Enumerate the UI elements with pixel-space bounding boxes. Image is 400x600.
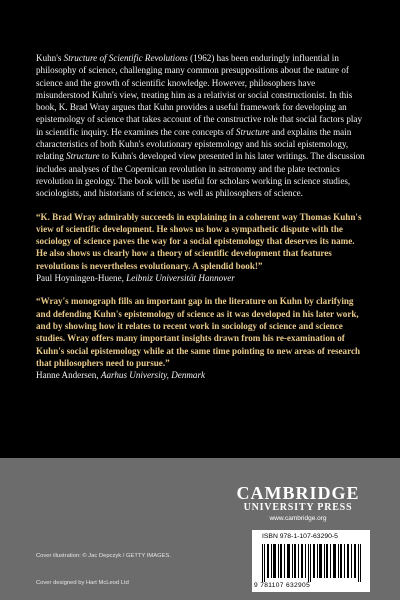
endorsement-attribution	[36, 272, 366, 284]
endorsement-quote: “K. Brad Wray admirably succeeds in explaining in a coherent way Thomas Kuhn's view of scientific development. He shows us how a sympathetic dispute with the sociology of science paves the way for a social epistemology that deserves its name. He also shows us clearly how a theory of scientific development that features revolutions is nevertheless evolutionary. A splendid book!”	[36, 211, 362, 271]
barcode-icon	[262, 544, 362, 582]
isbn-label: ISBN 978-1-107-63290-5	[262, 533, 338, 540]
isbn-barcode-box	[252, 530, 370, 592]
publisher-logo	[228, 484, 368, 524]
description-text: (1962) has been enduringly influential in philosophy of science, challenging many common presuppositions about the nature of science and the growth of scientific knowledge. However, philosophers have misunderstood Kuhn's view, treating him as a relativist or social constructionist. In this book, K. Brad Wray argues that Kuhn provides a useful framework for developing an epistemology of science that takes account of the constructive role that social factors play in scientific inquiry. He examines the core concepts of	[36, 53, 362, 137]
back-cover-text	[36, 52, 366, 381]
publisher-url: www.cambridge.org	[269, 515, 327, 522]
endorsement-quote: “Wray's monograph fills an important gap in the literature on Kuhn by clarifying and defending Kuhn's epistemology of science as it was developed in his later work, and by showing how it relates to recent work in sociology of science and science studies. Wray offers many important insights drawn from his re-examination of Kuhn's social epistemology while at the same time pointing to new areas of research that philosophers need to pursue.”	[36, 296, 361, 368]
endorser-name: Paul Hoyningen-Huene,	[36, 273, 127, 284]
book-description	[36, 52, 366, 200]
endorsement-1	[36, 211, 366, 285]
publisher-subtitle: UNIVERSITY PRESS	[243, 502, 353, 513]
endorser-affiliation: Leibniz Universität Hannover	[126, 273, 235, 284]
description-book-title: Structure of Scientific Revolutions	[63, 53, 188, 63]
description-text: Kuhn's	[36, 53, 64, 63]
barcode-number: 9 781107 632905	[254, 582, 311, 589]
description-text: and explains the main characteristics of both Kuhn's evolutionary epistemology and his social epistemology, relating	[36, 126, 352, 162]
publisher-name: CAMBRIDGE	[236, 483, 360, 503]
description-structure-title: Structure	[66, 151, 100, 162]
cover-design-credit: Cover designed by Hart McLeod Ltd	[36, 580, 129, 586]
description-structure-title: Structure	[235, 126, 270, 137]
endorsement-2	[36, 295, 366, 381]
endorsement-attribution	[36, 369, 366, 381]
description-text: to Kuhn's developed view presented in his later writings. The discussion includes analyses of the Copernican revolution in astronomy and the plate tectonics revolution in geology. The book will be useful for scholars working in science studies, sociologists, and historians of science, as well as philosophers of science.	[36, 151, 365, 199]
endorser-name: Hanne Andersen,	[36, 370, 101, 381]
endorser-affiliation: Aarhus University, Denmark	[100, 370, 206, 381]
cover-illustration-credit: Cover illustration: © Jac Depczyk / GETTY IMAGES.	[36, 553, 171, 559]
